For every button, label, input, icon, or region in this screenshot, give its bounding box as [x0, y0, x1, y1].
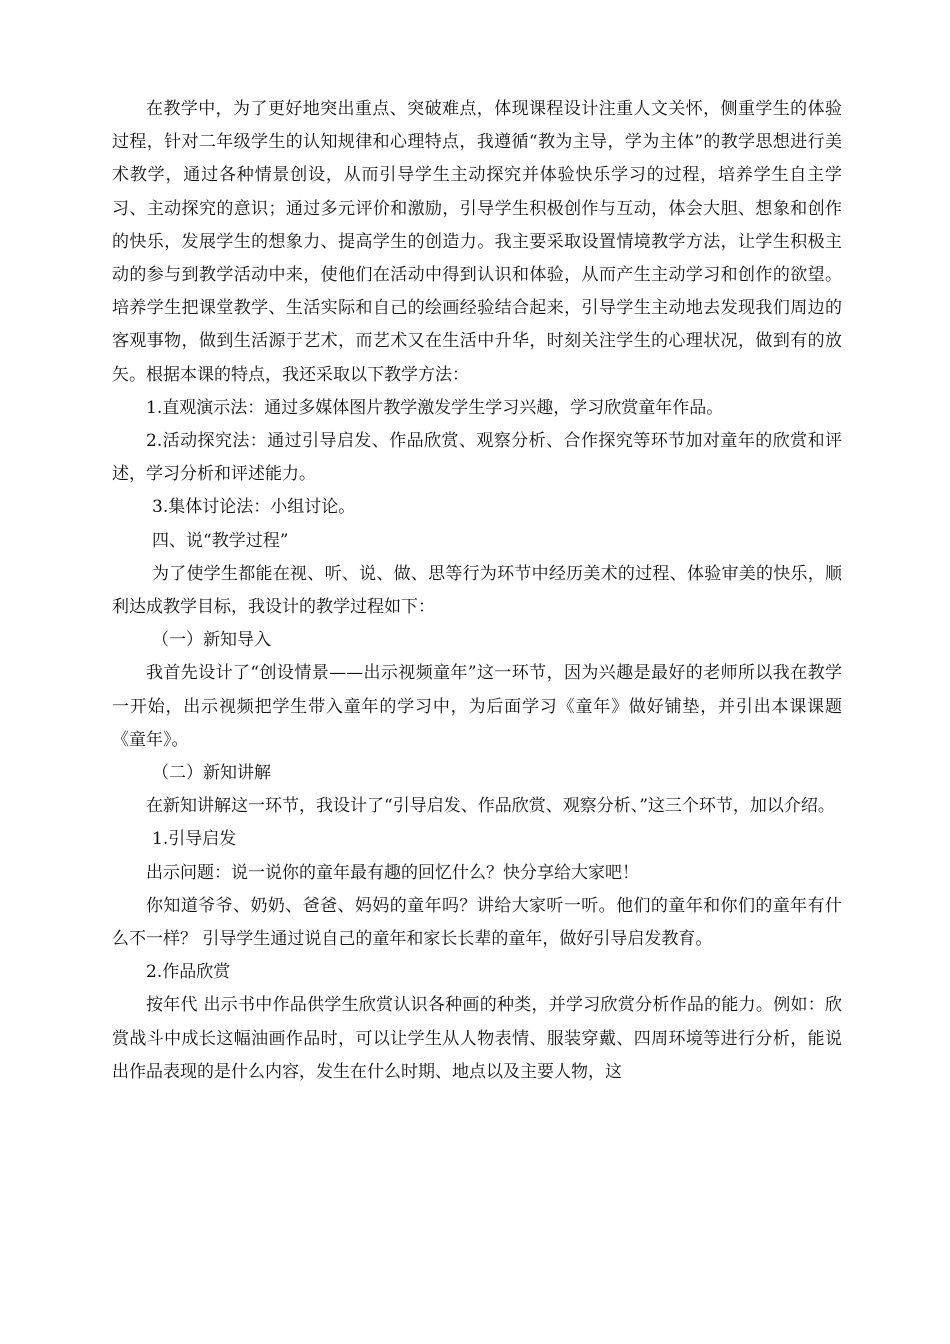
paragraph-question: 出示问题：说一说你的童年最有趣的回忆什么？快分享给大家吧！	[146, 862, 639, 883]
body-text	[112, 93, 842, 1089]
paragraph-new-knowledge-intro: 我首先设计了“创设情景——出示视频童年”这一环节，因为兴趣是最好的老师所以我在教学一开始，出示视频把学生带入童年的学习中，为后面学习《童年》做好铺垫，并引出本课课题《童年》。	[112, 663, 842, 750]
paragraph-family-childhood: 你知道爷爷、奶奶、爸爸、妈妈的童年吗？讲给大家听一听。他们的童年和你们的童年有什么不一样？ 引导学生通过说自己的童年和家长长辈的童年，做好引导启发教育。	[112, 895, 842, 950]
section-heading-teaching-process: 四、说“教学过程”	[152, 530, 289, 551]
paragraph-method-2: 2.活动探究法：通过引导启发、作品欣赏、观察分析、合作探究等环节加对童年的欣赏和评述，学习分析和评述能力。	[112, 431, 842, 485]
paragraph-artwork-appreciation: 按年代 出示书中作品供学生欣赏认识各种画的种类，并学习欣赏分析作品的能力。例如：欣赏战斗中成长这幅油画作品时，可以让学生从人物表情、服装穿戴、四周环境等进行分析，能说出作品表现的是什么内容，发生在什么时期、地点以及主要人物，这	[112, 995, 842, 1082]
paragraph-method-3: 3.集体讨论法：小组讨论。	[152, 497, 356, 518]
subheading-artwork-appreciation: 2.作品欣赏	[146, 962, 231, 983]
paragraph-teaching-methods-intro: 在教学中，为了更好地突出重点、突破难点，体现课程设计注重人文关怀，侧重学生的体验过程，针对二年级学生的认知规律和心理特点，我遵循“教为主导，学为主体”的教学思想进行美术教学，通过各种情景创设，从而引导学生主动探究并体验快乐学习的过程，培养学生自主学习、主动探究的意识；通过多元评价和激励，引导学生积极创作与互动，体会大胆、想象和创作的快乐，发展学生的想象力、提高学生的创造力。我主要采取设置情境教学方法，让学生积极主动的参与到教学活动中来，使他们在活动中得到认识和体验，从而产生主动学习和创作的欲望。培养学生把课堂教学、生活实际和自己的绘画经验结合起来，引导学生主动地去发现我们周边的客观事物，做到生活源于艺术，而艺术又在生活中升华，时刻关注学生的心理状况，做到有的放矢。根据本课的特点，我还采取以下教学方法：	[112, 99, 842, 385]
subheading-new-knowledge-explain: （二）新知讲解	[152, 763, 271, 784]
paragraph-method-1: 1.直观演示法：通过多媒体图片教学激发学生学习兴趣，学习欣赏童年作品。	[146, 397, 724, 418]
paragraph-new-knowledge-explain: 在新知讲解这一环节，我设计了“引导启发、作品欣赏、观察分析、”这三个环节，加以介绍。	[146, 796, 835, 817]
subheading-new-knowledge-intro: （一）新知导入	[152, 630, 271, 651]
paragraph-process-intro: 为了使学生都能在视、听、说、做、思等行为环节中经历美术的过程、体验审美的快乐，顺利达成教学目标，我设计的教学过程如下：	[112, 563, 842, 618]
subheading-guidance: 1.引导启发	[152, 829, 237, 850]
